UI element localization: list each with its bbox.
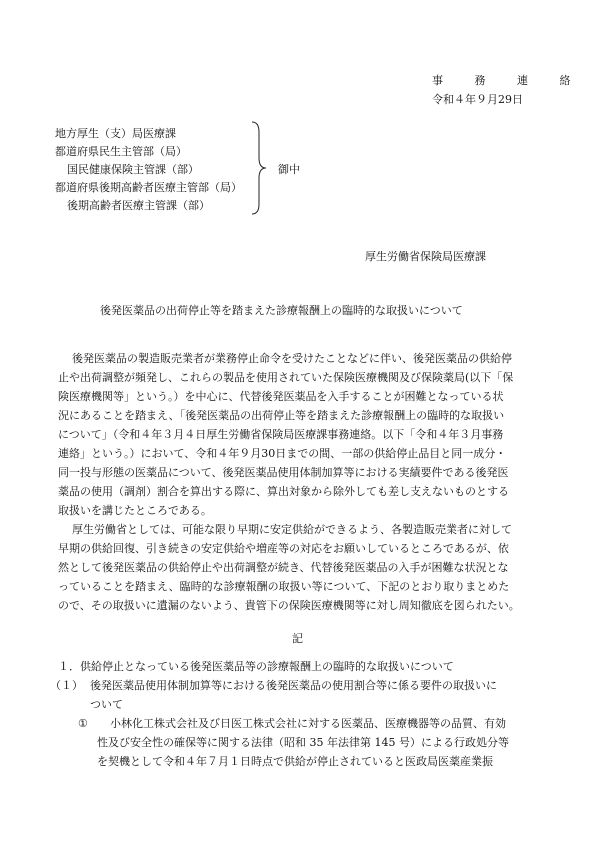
document-type: 事 務 連 絡 — [432, 74, 585, 87]
document-title: 後発医薬品の出荷停止等を踏まえた診療報酬上の臨時的な取扱いについて — [100, 304, 463, 317]
section-heading: １．供給停止となっている後発医薬品等の診療報酬上の臨時的な取扱いについて — [58, 660, 454, 673]
text-line: ので、その取扱いに遺漏のないよう、貴管下の保険医療機関等に対し周知徹底を図られたい。 — [58, 599, 520, 612]
recipient-line: 地方厚生（支）局医療課 — [55, 127, 176, 140]
document-date: 令和４年９月29日 — [432, 93, 523, 106]
text-line: について」（令和４年３月４日厚生労働省保険局医療課事務連絡。以下「令和４年３月事務 — [58, 428, 504, 441]
ki-heading: 記 — [292, 632, 303, 645]
right-brace-icon — [250, 120, 270, 216]
subsection-line: ついて — [90, 698, 123, 711]
text-line: っていることを踏まえ、臨時的な診療報酬の取扱い等について、下記のとおり取りまとめた — [58, 580, 510, 593]
text-line: 険医療機関等」という。）を中心に、代替後発医薬品を入手することが困難となっている状 — [58, 390, 504, 403]
text-line: 況にあることを踏まえ、「後発医薬品の出荷停止等を踏まえた診療報酬上の臨時的な取扱い — [58, 409, 505, 422]
subsection-number: （１） — [50, 679, 83, 692]
item-marker: ① — [78, 717, 88, 730]
subsection-line: 後発医薬品使用体制加算等における後発医薬品の使用割合等に係る要件の取扱いに — [90, 679, 497, 692]
text-line: 後発医薬品の製造販売業者が業務停止命令を受けたことなどに伴い、後発医薬品の供給停 — [72, 352, 512, 365]
item-line: 性及び安全性の確保等に関する法律（昭和 35 年法律第 145 号）による行政処分等 — [97, 736, 509, 749]
item-line: 小林化工株式会社及び日医工株式会社に対する医薬品、医療機器等の品質、有効 — [110, 717, 506, 730]
honorific: 御中 — [278, 163, 300, 176]
text-line: 連絡」という。）において、令和４年９月30日までの間、一部の供給停止品目と同一成分・ — [58, 447, 507, 460]
text-line: 薬品の使用（調剤）割合を算出する際に、算出対象から除外しても差し支えないものとする — [58, 485, 509, 498]
text-line: 取扱いを講じたところである。 — [58, 504, 212, 517]
text-line: 然として後発医薬品の供給停止や出荷調整が続き、代替後発医薬品の入手が困難な状況とな — [58, 561, 509, 574]
recipient-line: 後期高齢者医療主管課（部） — [67, 199, 210, 212]
text-line: 早期の供給回復、引き続きの安定供給や増産等の対応をお願いしているところであるが、依 — [58, 542, 509, 555]
item-line: を契機として令和４年７月１日時点で供給が停止されていると医政局医薬産業振 — [97, 755, 493, 768]
sender: 厚生労働省保険局医療課 — [365, 250, 486, 263]
text-line: 厚生労働省としては、可能な限り早期に安定供給ができるよう、各製造販売業者に対して — [72, 523, 512, 536]
text-line: 同一投与形態の医薬品について、後発医薬品使用体制加算等における実績要件である後発医 — [58, 466, 509, 479]
recipient-line: 国民健康保険主管課（部） — [67, 163, 199, 176]
text-line: 止や出荷調整が頻発し、これらの製品を使用されていた保険医療機関及び保険薬局(以下「保 — [58, 371, 514, 384]
recipient-line: 都道府県民生主管部（局） — [55, 145, 187, 158]
recipient-line: 都道府県後期高齢者医療主管部（局） — [55, 181, 242, 194]
